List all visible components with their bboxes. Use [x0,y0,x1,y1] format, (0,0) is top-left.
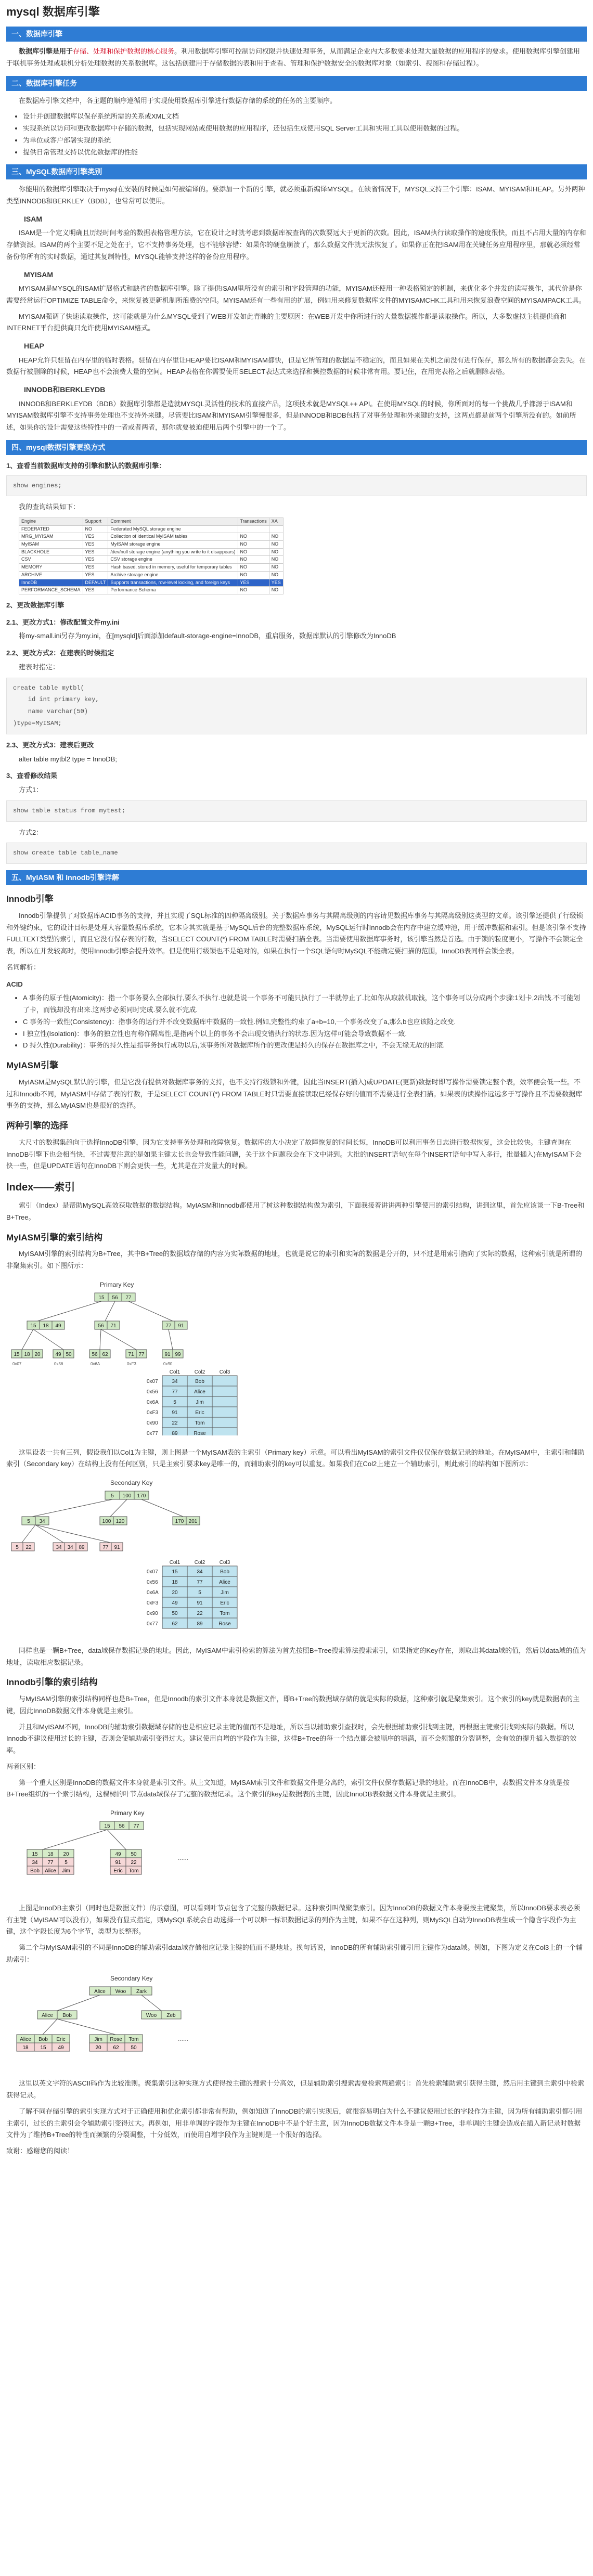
tree-edge [22,1525,35,1543]
internal-node-key: Alice [42,2012,53,2018]
internal-node-key: 71 [110,1323,117,1329]
internal-node-key: 91 [178,1323,184,1329]
data-value: 15 [172,1569,178,1575]
tree-edge [169,1329,173,1350]
data-value: 89 [197,1621,203,1627]
data-value: 5 [173,1399,176,1405]
table-cell: NO [83,525,108,533]
data-cell [212,1407,237,1417]
page-title: mysql 数据库引擎 [6,5,100,18]
table-header: Support [83,518,108,526]
internal-node-key: Woo [146,2012,157,2018]
data-value: Eric [195,1409,204,1416]
internal-node-key: 15 [30,1323,36,1329]
table-row [19,548,283,556]
ellipsis: ...... [178,2035,189,2042]
leaf-node-key: 15 [14,1351,20,1357]
leaf-node-key: 91 [164,1351,171,1357]
figure-label: Primary Key [110,1809,145,1817]
table-row [19,525,283,533]
paragraph: 大尺寸的数据集趋向于选择InnoDB引擎，因为它支持事务处理和故障恢复。数据库的大小决定了故障恢复的时间长短，InnoDB可以利用事务日志进行数据恢复，这会比较快。主键查询在InnoDB引擎下也会相当快，不过需要注意的是如果主键太长也会导致性能问题，关于这个问题我会在下文中讲到。大批的INSERT语句(在每个INSERT语句中写入多行，批量插入)在MyISAM下会快一些，但是UPDATE语句在InnoDB下则会更快一些，尤其是在并发量大的时候。 [6,1138,582,1170]
myisam-primary-index-diagram [6,1279,277,1435]
leaf-address: 0x56 [54,1361,63,1366]
step-heading: 2.1、更改方式1：修改配置文件my.ini [6,618,120,626]
table-cell: NO [269,556,283,564]
internal-node-key: 120 [115,1519,125,1525]
figure-label: Secondary Key [110,1479,153,1487]
figure-label: Primary Key [100,1280,134,1288]
leaf-node-key: Jim [94,2036,102,2042]
table-cell: Collection of identical MyISAM tables [108,533,238,541]
row-value: 91 [115,1860,121,1866]
table-cell [269,525,283,533]
pk-value: 50 [131,2044,137,2051]
code-block: show create table table_name [6,843,587,864]
internal-node-key: 34 [39,1519,45,1525]
task-list [6,111,587,158]
code-block: show table status from mytest; [6,800,587,822]
data-value: Bob [220,1569,229,1575]
list-item: • 设计并创建数据库以保存系统所需的关系或XML文档 [23,111,587,123]
leaf-address: 0x6A [91,1361,100,1366]
table-cell [238,525,269,533]
table-cell: YES [238,579,269,587]
table-cell: MEMORY [19,564,83,572]
root-node-key: 170 [137,1493,146,1499]
table-cell: Performance Schema [108,587,238,594]
paragraph: INNODB和BERKLEYDB（BDB）数据库引擎都是造就MYSQL灵活性的技术的直接产品，这项技术就是MYSQL++ API。在使用MYSQL的时候，你所面对的每一个挑战几乎都源于ISAM和MYISAM数据库引擎不支持事务处理也不支持外来键。尽管要比ISAM和MYISAM引擎慢很多，但是INNODB和BDB包括了对事务处理和外来键的支持，这两点都是前两个引擎所没有的。如前所述，如果你的设计需要这些特性中的一者或者两者，那你就要被迫使用后两个引擎中的一个了。 [6,399,576,431]
data-value: Jim [196,1399,204,1405]
address-label: 0x56 [147,1389,158,1395]
paragraph: 这里以英文字符的ASCII码作为比较准则。聚集索引这种实现方式使得按主键的搜索十分高效，但是辅助索引搜索需要检索两遍索引：首先检索辅助索引获得主键，然后用主键到主索引中检索获得记录。 [6,2079,584,2100]
leaf-node-key: 77 [138,1351,145,1357]
data-value: Bob [195,1378,204,1384]
data-value: Tom [220,1611,230,1617]
address-label: 0x6A [147,1399,159,1405]
root-node-key: 56 [112,1295,118,1301]
root-node-key: 15 [98,1295,105,1301]
paragraph: ISAM是一个定义明确且历经时间考验的数据表格管理方法，它在设计之时就考虑到数据库被查询的次数要远大于更新的次数。因此，ISAM执行读取操作的速度很快，而且不占用大量的内存和存储资源。ISAM的两个主要不足之处在于，它不支持事务处理，也不能够容错：如果你的硬盘崩溃了，那么数据文件就无法恢复了。如果你正在把ISAM用在关键任务应用程序里，那就必须经常备份你所有的实时数据，通过其复制特性，MYSQL能够支持这样的备份应用程序。 [6,229,586,261]
root-node-key: Woo [115,1988,126,1995]
col-header: Col1 [169,1369,181,1375]
tree-edge [35,1525,63,1543]
step-heading: 2.2、更改方式2：在建表的时候指定 [6,649,114,657]
section-heading-3: 三、MySQL数据库引擎类别 [6,164,587,179]
address-label: 0x56 [147,1580,158,1586]
step-heading: 2.3、更改方式3：建表后更改 [6,741,94,749]
address-label: 0x90 [147,1420,158,1426]
row-value: 77 [47,1860,54,1866]
internal-node-key: 77 [165,1323,172,1329]
step-heading: 2、更改数据库引擎 [6,601,65,609]
table-cell: ARCHIVE [19,571,83,579]
list-item: • A 事务的原子性(Atomicity)：指一个事务要么全部执行,要么不执行.也就是说一个事务不可能只执行了一半就停止了.比如你从取款机取钱，这个事务可以分成两个步骤:1划卡,2出钱.不可能划了卡，而钱却没有出来.这两步必须同时完成.要么就不完成. [23,992,587,1016]
leaf-node-key: 50 [131,1852,137,1858]
internal-node-key: Bob [62,2012,72,2018]
address-label: 0x77 [147,1430,158,1435]
paragraph: 方式2： [19,828,43,836]
table-cell: DEFAULT [83,579,108,587]
leaf-node-key: Alice [20,2036,31,2042]
leaf-node-key: 91 [114,1545,120,1551]
leaf-node-key: Tom [128,2036,139,2042]
address-label: 0x07 [147,1569,158,1575]
paragraph: 建表时指定： [19,663,60,671]
tree-edge [107,1830,126,1849]
leaf-node-key: 22 [25,1545,32,1551]
code-block: create table mytbl( id int primary key, name varchar(50) )type=MyISAM; [6,678,587,734]
table-header: Engine [19,518,83,526]
paragraph: 了解不同存储引擎的索引实现方式对于正确使用和优化索引都非常有帮助，例如知道了InnoDB的索引实现后，就很容易明白为什么不建议使用过长的字段作为主键，因为所有辅助索引都引用主索引，过长的主索引会令辅助索引变得过大。再例如，用非单调的字段作为主键在InnoDB中不是个好主意，因为InnoDB数据文件本身是一颗B+Tree，非单调的主键会造成在插入新记录时数据文件为了维持B+Tree的特性而频繁的分裂调整，十分低效，而使用自增字段作为主键则是一个很好的选择。 [6,2107,583,2139]
table-cell: YES [83,556,108,564]
leaf-node-key: 15 [32,1852,38,1858]
table-cell: FEDERATED [19,525,83,533]
pk-value: 62 [113,2044,119,2051]
data-cell [212,1417,237,1428]
row-value: 22 [131,1860,137,1866]
internal-node-key: 170 [175,1519,184,1525]
tree-edge [33,1329,63,1350]
col-header: Col3 [219,1369,230,1375]
subheading: 两种引擎的选择 [6,1121,68,1131]
subheading: Innodb引擎 [6,894,54,904]
row-value: Tom [128,1868,139,1874]
paragraph: 并且和MyISAM不同，InnoDB的辅助索引数据域存储的也是相应记录主键的值而不是地址，所以当以辅助索引查找时，会先根据辅助索引找到主键，再根据主键索引找到实际的数据。所以Innodb不建议使用过长的主键，否则会使辅助索引变得过大。建议使用自增的字段作为主键，这样B+Tree的每一个结点都会被顺序的填满，而不会频繁的分裂调整，会有效的提升插入数据的效率。 [6,1723,577,1755]
leaf-node-key: 18 [24,1351,30,1357]
data-value: 91 [197,1600,203,1607]
tree-edge [141,1499,183,1517]
list-item: • I 独立性(Isolation)：事务的独立性也有称作隔离性,是指两个以上的事务不会出现交错执行的状态.因为这样可能会导致数据不一致. [23,1028,587,1040]
paragraph: Innodb引擎提供了对数据库ACID事务的支持，并且实现了SQL标准的四种隔离级别。关于数据库事务与其隔离级别的内容请见数据库事务与其隔离级别这类型的文章。该引擎还提供了行级锁和外键约束，它的设计目标是处理大容量数据库系统，它本身其实就是基于MySQL后台的完整数据库系统，MySQL运行时Innodb会在内存中建立缓冲池，用于缓冲数据和索引。但是该引擎不支持FULLTEXT类型的索引，而且它没有保存表的行数，当SELECT COUNT(*) FROM TABLE时需要扫描全表。当需要使用数据库事务时，该引擎当然是首选。由于锁的粒度更小，写操作不会锁定全表，所以在并发较高时，使用Innodb引擎会提升效率。但是使用行级锁也不是绝对的，如果在执行一个SQL语句时MySQL不能确定要扫描的范围，InnoDB表同样会锁全表。 [6,911,586,955]
table-row [19,541,283,549]
paragraph: 这里设表一共有三列，假设我们以Col1为主键，则上图是一个MyISAM表的主索引（Primary key）示意。可以看出MyISAM的索引文件仅仅保存数据记录的地址。在MyISAM中，主索引和辅助索引（Secondary key）在结构上没有任何区别，只是主索引要求key是唯一的，而辅助索引的key可以重复。如果我们在Col2上建立一个辅助索引，则此索引的结构如下图所示： [6,1448,585,1468]
paragraph: 第二个与MyISAM索引的不同是InnoDB的辅助索引data域存储相应记录主键的值而不是地址。换句话说，InnoDB的所有辅助索引都引用主键作为data域。例如，下图为定义在Col3上的一个辅助索引： [6,1944,583,1963]
data-value: 5 [198,1590,201,1596]
data-value: Alice [219,1580,230,1586]
table-cell: NO [269,564,283,572]
pk-value: 15 [40,2044,46,2051]
list-item: • 提供日常管理支持以优化数据库的性能 [23,147,587,159]
subheading: Index——索引 [6,1182,75,1194]
paragraph: MyIASM是MySQL默认的引擎，但是它没有提供对数据库事务的支持，也不支持行级锁和外键，因此当INSERT(插入)或UPDATE(更新)数据时即写操作需要锁定整个表，效率便会低一些。不过和Innodb不同，MyIASM中存储了表的行数，于是SELECT COUNT(*) FROM TABLE时只需要直接读取已经保存好的值而不需要进行全表扫描。如果表的读操作远远多于写操作且不需要数据库事务的支持，那么MyIASM也是很好的选择。 [6,1078,583,1110]
address-label: 0xF3 [147,1600,159,1607]
subheading: MyIASM引擎 [6,1060,59,1071]
table-cell: NO [269,587,283,594]
table-cell: CSV storage engine [108,556,238,564]
paragraph: 两者区别： [6,1762,41,1770]
table-row [19,556,283,564]
root-node-key: 100 [122,1493,132,1499]
table-header: Transactions [238,518,269,526]
engines-table-body [19,525,283,594]
root-node-key: Alice [94,1988,106,1995]
table-cell: YES [83,564,108,572]
leaf-address: 0x07 [12,1361,22,1366]
data-value: 20 [172,1590,178,1596]
internal-node-key: 18 [43,1323,49,1329]
code-block: show engines; [6,475,587,497]
data-value: 89 [172,1430,178,1435]
data-value: Jim [221,1590,229,1596]
leaf-node-key: 71 [128,1351,134,1357]
data-value: 50 [172,1611,178,1617]
tree-edge [57,2019,115,2035]
root-node-key: 5 [111,1493,114,1499]
paragraph: 第一个重大区别是InnoDB的数据文件本身就是索引文件。从上文知道，MyISAM索引文件和数据文件是分离的，索引文件仅保存数据记录的地址。而在InnoDB中，表数据文件本身就是按B+Tree组织的一个索引结构，这棵树的叶节点data域保存了完整的数据记录。这个索引的key是数据表的主键，因此InnoDB表数据文件本身就是主索引。 [6,1778,570,1798]
table-cell: NO [238,587,269,594]
data-value: 18 [172,1580,178,1586]
data-value: 62 [172,1621,178,1627]
tree-edge [35,1525,110,1543]
table-cell: BLACKHOLE [19,548,83,556]
tree-edge [37,1301,101,1321]
myisam-secondary-index-diagram [6,1478,277,1634]
acid-list [6,992,587,1052]
root-node-key: 56 [119,1823,125,1830]
paragraph: 在数据库引擎文档中，各主题的顺序遵循用于实现使用数据库引擎进行数据存储的系统的任务的主要顺序。 [19,96,337,105]
address-label: 0xF3 [147,1409,159,1416]
pk-value: 20 [95,2044,101,2051]
list-item: • C 事务的一致性(Consistency)：指事务的运行并不改变数据库中数据的一致性.例如,完整性约束了a+b=10,一个事务改变了a,那么b也应该随之改变. [23,1016,587,1028]
table-cell: NO [269,571,283,579]
table-cell: YES [83,533,108,541]
leaf-node-key: 62 [102,1351,108,1357]
paragraph: 方式1： [19,786,43,794]
innodb-primary-index-diagram [6,1808,277,1891]
tree-edge [110,1499,127,1517]
col-header: Col1 [169,1560,181,1566]
leaf-node-key: 56 [92,1351,98,1357]
paragraph: 索引（Index）是帮助MySQL高效获取数据的数据结构。MyIASM和Innodb都使用了树这种数据结构做为索引，下面我接着讲讲两种引擎使用的索引结构，讲到这里，首先应该谈一下B-Tree和B+Tree。 [6,1201,585,1221]
data-value: 91 [172,1409,178,1416]
paragraph: 上图是InnoDB主索引（同时也是数据文件）的示意图，可以看到叶节点包含了完整的数据记录。这种索引叫做聚集索引。因为InnoDB的数据文件本身要按主键聚集，所以InnoDB要求表必须有主键（MyISAM可以没有），如果没有显式指定，则MySQL系统会自动选择一个可以唯一标识数据记录的列作为主键，如果不存在这种列，则MySQL自动为InnoDB表生成一个隐含字段作为主键，这个字段长度为6个字节，类型为长整形。 [6,1904,581,1936]
tree-edge [43,2019,57,2035]
subheading-heap: HEAP [24,342,44,350]
table-cell: NO [269,548,283,556]
leaf-node-key: 5 [16,1545,19,1551]
table-cell: /dev/null storage engine (anything you write to it disappears) [108,548,238,556]
root-node-key: 77 [125,1295,132,1301]
row-value: 34 [32,1860,38,1866]
pk-value: 18 [22,2044,29,2051]
tree-edge [32,1499,112,1517]
paragraph: 数据库引擎是用于存储、处理和保护数据的核心服务。利用数据库引擎可控制访问权限并快速处理事务，从而满足企业内大多数要求处理大量数据的应用程序的要求。使用数据库引擎创建用于联机事务处理或联机分析处理数据的关系数据库。这包括创建用于存储数据的表和用于查看、管理和保护数据安全的数据库对象（如索引、视图和存储过程）。 [6,47,581,67]
leaf-node-key: 34 [56,1545,62,1551]
table-row [19,533,283,541]
internal-node-key: 5 [27,1519,30,1525]
tree-edge [141,1995,161,2011]
table-cell: NO [238,556,269,564]
leaf-node-key: 99 [175,1351,181,1357]
row-value: Eric [113,1868,123,1874]
step-heading: 1、查看当前数据库支持的引擎和默认的数据库引擎： [6,461,166,470]
table-row [19,564,283,572]
subheading-myisam: MYISAM [24,270,53,279]
table-row [19,579,283,587]
paragraph: 你能用的数据库引擎取决于mysql在安装的时候是如何被编译的。要添加一个新的引擎，就必须重新编译MYSQL。在缺省情况下，MYSQL支持三个引擎：ISAM、MYISAM和HEAP。另外两种类型INNODB和BERKLEY（BDB），也常常可以使用。 [6,185,585,205]
table-cell: NO [238,533,269,541]
table-cell: MRG_MYISAM [19,533,83,541]
row-value: Alice [45,1868,56,1874]
tree-edge [43,1830,107,1849]
leaf-node-key: 89 [79,1545,85,1551]
col-header: Col3 [219,1560,230,1566]
subheading: Innodb引擎的索引结构 [6,1677,98,1688]
section-heading-1: 一、数据库引擎 [6,27,587,42]
table-cell: InnoDB [19,579,83,587]
data-value: 49 [172,1600,178,1607]
figure-label: Secondary Key [110,1974,153,1982]
tree-edge [128,1301,173,1321]
internal-node-key: 100 [102,1519,111,1525]
leaf-address: 0xF3 [127,1361,136,1366]
table-cell: MyISAM [19,541,83,549]
tree-edge [101,1329,136,1350]
paragraph: 我的查询结果如下： [19,503,80,511]
section-heading-4: 四、mysql数据引擎更换方式 [6,440,587,455]
table-cell: Supports transactions, row-level locking, and foreign keys [108,579,238,587]
table-header: XA [269,518,283,526]
paragraph: HEAP允许只驻留在内存里的临时表格。驻留在内存里让HEAP要比ISAM和MYISAM都快，但是它所管理的数据是不稳定的，而且如果在关机之前没有进行保存，那么所有的数据都会丢失。在数据行被删除的时候，HEAP也不会浪费大量的空间。HEAP表格在你需要使用SELECT表达式来选择和操控数据的时候非常有用。要记住，在用完表格之后就删除表格。 [6,356,586,376]
data-value: Rose [218,1621,231,1627]
col-header: Col2 [194,1369,205,1375]
leaf-node-key: 77 [102,1545,109,1551]
paragraph: alter table mytbl2 type = InnoDB; [19,755,117,763]
table-cell: Archive storage engine [108,571,238,579]
table-cell: NO [238,571,269,579]
table-cell: YES [83,571,108,579]
innodb-secondary-index-diagram [6,1973,277,2067]
address-label: 0x6A [147,1590,159,1596]
engines-table [19,517,283,594]
table-cell: YES [83,587,108,594]
list-item: • 为单位或客户部署实现的系统 [23,135,587,147]
table-row [19,587,283,594]
step-heading: 3、查看修改结果 [6,772,58,780]
leaf-node-key: 18 [47,1852,54,1858]
table-cell: NO [238,564,269,572]
paragraph: MyISAM引擎的索引结构为B+Tree，其中B+Tree的数据域存储的内容为实际数据的地址，也就是说它的索引和实际的数据是分开的，只不过是用索引指向了实际的数据，这种索引就是所谓的非聚集索引。如下图所示： [6,1250,583,1270]
paragraph: 名词解析： [6,963,41,971]
table-cell: MyISAM storage engine [108,541,238,549]
ellipsis: ...... [178,1854,189,1862]
paragraph: 与MyISAM引擎的索引结构同样也是B+Tree，但是Innodb的索引文件本身就是数据文件，即B+Tree的数据域存储的就是实际的数据，这种索引就是聚集索引。这个索引的key就是数据表的主键，因此InnoDB数据文件本身就是主索引。 [6,1695,580,1715]
address-label: 0x90 [147,1611,158,1617]
table-cell: CSV [19,556,83,564]
row-value: 5 [65,1860,68,1866]
table-cell: YES [83,541,108,549]
table-cell: NO [269,533,283,541]
table-cell: NO [269,541,283,549]
data-cell [212,1428,237,1435]
internal-node-key: 49 [55,1323,61,1329]
table-cell: Federated MySQL storage engine [108,525,238,533]
paragraph: 同样也是一颗B+Tree，data域保存数据记录的地址。因此，MyISAM中索引检索的算法为首先按照B+Tree搜索算法搜索索引，如果指定的Key存在，则取出其data域的值，然后以data域的值为地址，读取相应数据记录。 [6,1646,586,1666]
leaf-node-key: 34 [67,1545,73,1551]
table-cell: PERFORMANCE_SCHEMA [19,587,83,594]
tree-edge [57,1995,100,2011]
leaf-node-key: Rose [110,2036,122,2042]
tree-edge [100,1329,101,1350]
data-cell [212,1376,237,1386]
data-cell [212,1396,237,1407]
thanks: 致谢：感谢您的阅读！ [6,2147,74,2155]
data-value: Rose [194,1430,206,1435]
data-value: 22 [197,1611,203,1617]
data-value: 34 [172,1378,178,1384]
leaf-node-key: 49 [55,1351,61,1357]
paragraph: MYISAM是MYSQL的ISAM扩展格式和缺省的数据库引擎。除了提供ISAM里所没有的索引和字段管理的功能，MYISAM还使用一种表格锁定的机制，来优化多个并发的读写操作，其代价是你需要经常运行OPTIMIZE TABLE命令，来恢复被更新机制所浪费的空间。MYISAM还有一些有用的扩展，例如用来修复数据库文件的MYISAMCHK工具和用来恢复浪费空间的MYISAMPACK工具。 [6,284,586,304]
data-cell [212,1386,237,1396]
table-header: Comment [108,518,238,526]
leaf-node-key: Bob [38,2036,48,2042]
internal-node-key: Zeb [166,2012,176,2018]
row-value: Bob [30,1868,40,1874]
root-node-key: Zark [136,1988,147,1995]
root-node-key: 77 [133,1823,139,1830]
leaf-node-key: Eric [56,2036,66,2042]
subheading-isam: ISAM [24,214,42,223]
leaf-node-key: 49 [115,1852,121,1858]
address-label: 0x77 [147,1621,158,1627]
row-value: Jim [62,1868,70,1874]
data-value: 22 [172,1420,178,1426]
pk-value: 49 [58,2044,64,2051]
internal-node-key: 201 [188,1519,198,1525]
leaf-node-key: 20 [63,1852,69,1858]
subheading: MyIASM引擎的索引结构 [6,1232,103,1242]
leaf-node-key: 50 [66,1351,72,1357]
table-cell: YES [269,579,283,587]
section-heading-5: 五、MyIASM 和 Innodb引擎详解 [6,870,587,885]
table-cell: NO [238,548,269,556]
table-cell: Hash based, stored in memory, useful for temporary tables [108,564,238,572]
leaf-node-key: 20 [34,1351,41,1357]
table-cell: NO [238,541,269,549]
data-value: 34 [197,1569,203,1575]
paragraph: 将my-small.ini另存为my.ini，在[mysqld]后面添加default-storage-engine=InnoDB，重启服务，数据库默认的引擎修改为InnoDB [19,632,396,640]
data-value: Eric [220,1600,229,1607]
data-value: Tom [195,1420,205,1426]
section-heading-2: 二、数据库引擎任务 [6,76,587,91]
table-cell: YES [83,548,108,556]
list-item: • 实现系统以访问和更改数据库中存储的数据，包括实现网站或使用数据的应用程序，还包括生成使用SQL Server工具和实用工具以使用数据的过程。 [23,123,587,135]
col-header: Col2 [194,1560,205,1566]
leaf-address: 0x90 [163,1361,173,1366]
paragraph: MYISAM强调了快速读取操作，这可能就是为什么MYSQL受到了WEB开发如此青睐的主要原因：在WEB开发中你所进行的大量数据操作都是读取操作。所以，大多数虚拟主机提供商和INTERNET平台提供商只允许使用MYISAM格式。 [6,312,567,332]
tree-edge [105,1301,115,1321]
address-label: 0x07 [147,1378,158,1384]
subheading: ACID [6,980,23,988]
data-value: Alice [194,1389,205,1395]
data-value: 77 [197,1580,203,1586]
root-node-key: 15 [104,1823,110,1830]
table-row [19,571,283,579]
data-value: 77 [172,1389,178,1395]
tree-edge [22,1329,33,1350]
subheading-innodb: INNODB和BERKLEYDB [24,385,106,394]
list-item: • D 持久性(Durability)：事务的持久性是指事务执行成功以后,该事务所对数据库所作的更改便是持久的保存在数据库之中，不会无缘无故的回滚. [23,1040,587,1052]
internal-node-key: 56 [98,1323,104,1329]
